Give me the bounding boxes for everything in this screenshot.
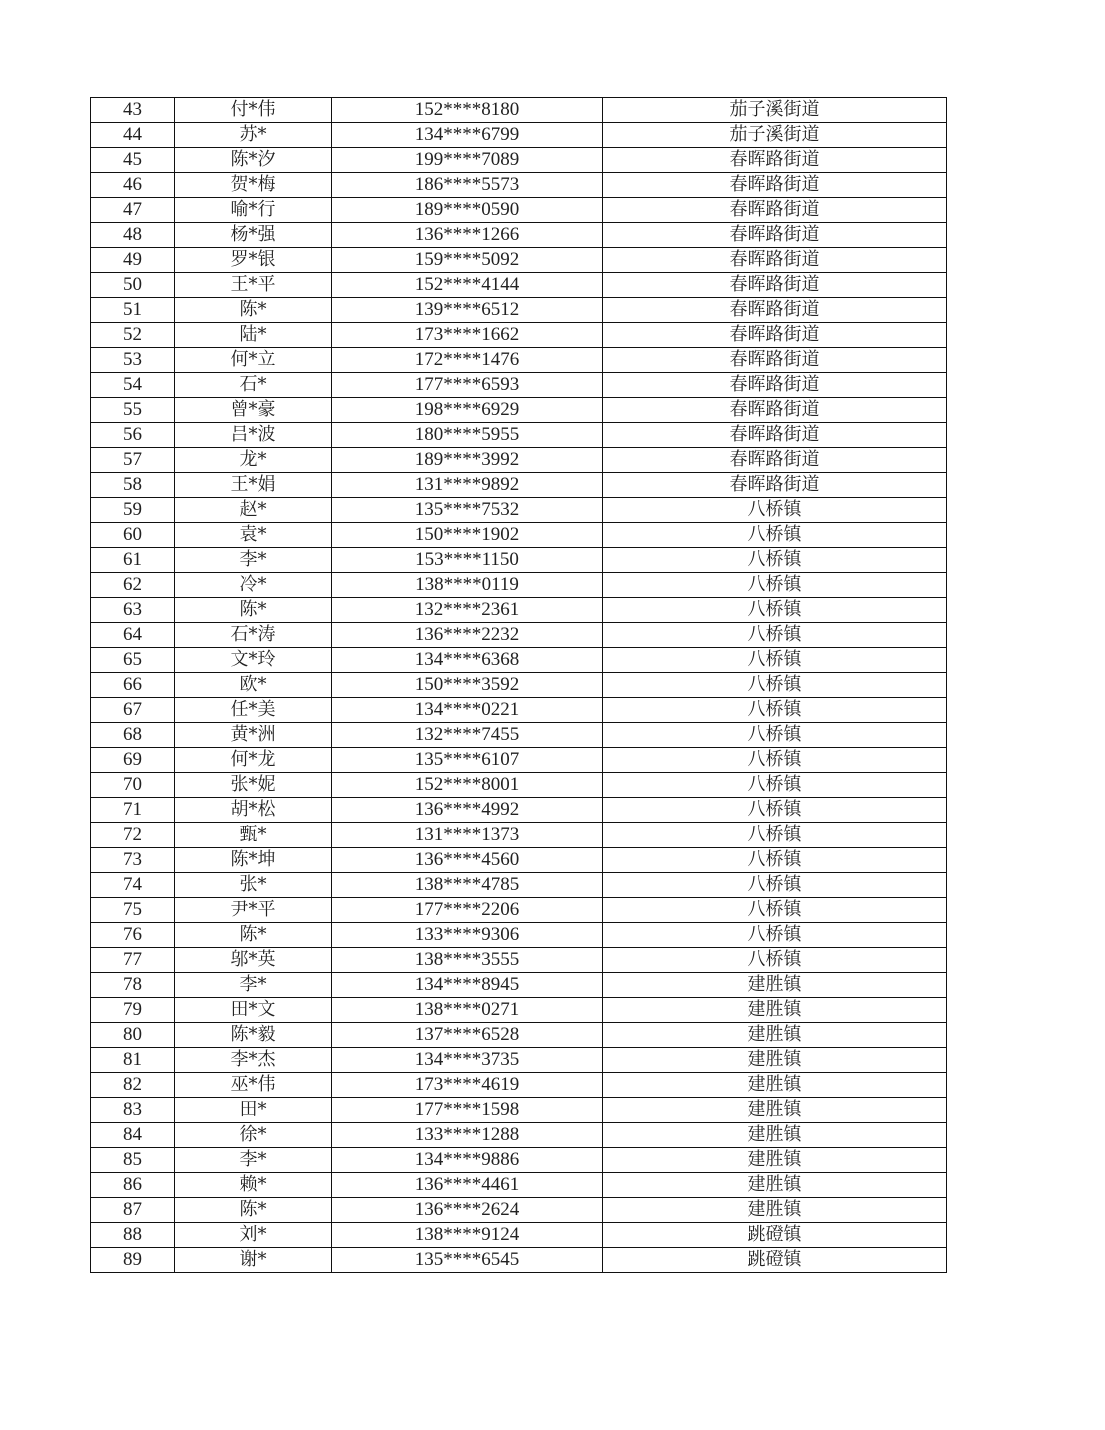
phone-cell: 136****2624 bbox=[332, 1198, 603, 1223]
table-row bbox=[91, 1198, 947, 1223]
row-number-cell: 55 bbox=[91, 398, 175, 423]
table-row bbox=[91, 673, 947, 698]
phone-cell: 134****9886 bbox=[332, 1148, 603, 1173]
row-number-cell: 81 bbox=[91, 1048, 175, 1073]
table-row bbox=[91, 723, 947, 748]
name-cell: 谢* bbox=[175, 1248, 332, 1273]
phone-cell: 152****8001 bbox=[332, 773, 603, 798]
row-number-cell: 87 bbox=[91, 1198, 175, 1223]
row-number-cell: 86 bbox=[91, 1173, 175, 1198]
row-number-cell: 64 bbox=[91, 623, 175, 648]
area-cell: 八桥镇 bbox=[603, 698, 947, 723]
row-number-cell: 50 bbox=[91, 273, 175, 298]
table-row bbox=[91, 473, 947, 498]
table-row bbox=[91, 1248, 947, 1273]
name-cell: 王*平 bbox=[175, 273, 332, 298]
row-number-cell: 84 bbox=[91, 1123, 175, 1148]
area-cell: 建胜镇 bbox=[603, 1173, 947, 1198]
row-number-cell: 65 bbox=[91, 648, 175, 673]
name-cell: 巫*伟 bbox=[175, 1073, 332, 1098]
name-cell: 刘* bbox=[175, 1223, 332, 1248]
phone-cell: 172****1476 bbox=[332, 348, 603, 373]
row-number-cell: 73 bbox=[91, 848, 175, 873]
table-row bbox=[91, 1048, 947, 1073]
area-cell: 八桥镇 bbox=[603, 748, 947, 773]
phone-cell: 173****4619 bbox=[332, 1073, 603, 1098]
area-cell: 春晖路街道 bbox=[603, 323, 947, 348]
row-number-cell: 88 bbox=[91, 1223, 175, 1248]
name-cell: 王*娟 bbox=[175, 473, 332, 498]
area-cell: 春晖路街道 bbox=[603, 223, 947, 248]
phone-cell: 150****1902 bbox=[332, 523, 603, 548]
name-cell: 赖* bbox=[175, 1173, 332, 1198]
phone-cell: 132****2361 bbox=[332, 598, 603, 623]
table-row bbox=[91, 1023, 947, 1048]
name-cell: 尹*平 bbox=[175, 898, 332, 923]
phone-cell: 198****6929 bbox=[332, 398, 603, 423]
phone-cell: 139****6512 bbox=[332, 298, 603, 323]
name-cell: 邬*英 bbox=[175, 948, 332, 973]
phone-cell: 133****9306 bbox=[332, 923, 603, 948]
phone-cell: 138****3555 bbox=[332, 948, 603, 973]
table-row bbox=[91, 523, 947, 548]
area-cell: 茄子溪街道 bbox=[603, 98, 947, 123]
row-number-cell: 72 bbox=[91, 823, 175, 848]
name-cell: 李* bbox=[175, 548, 332, 573]
phone-cell: 136****2232 bbox=[332, 623, 603, 648]
table-row bbox=[91, 973, 947, 998]
row-number-cell: 52 bbox=[91, 323, 175, 348]
row-number-cell: 53 bbox=[91, 348, 175, 373]
phone-cell: 134****6799 bbox=[332, 123, 603, 148]
table-row bbox=[91, 348, 947, 373]
row-number-cell: 49 bbox=[91, 248, 175, 273]
name-cell: 袁* bbox=[175, 523, 332, 548]
table-row bbox=[91, 898, 947, 923]
row-number-cell: 47 bbox=[91, 198, 175, 223]
table-row bbox=[91, 948, 947, 973]
area-cell: 建胜镇 bbox=[603, 1123, 947, 1148]
table-row bbox=[91, 223, 947, 248]
table-row bbox=[91, 573, 947, 598]
name-cell: 曾*豪 bbox=[175, 398, 332, 423]
table-row bbox=[91, 823, 947, 848]
row-number-cell: 62 bbox=[91, 573, 175, 598]
roster-table-body bbox=[91, 98, 947, 1273]
phone-cell: 131****1373 bbox=[332, 823, 603, 848]
area-cell: 八桥镇 bbox=[603, 873, 947, 898]
table-row bbox=[91, 123, 947, 148]
name-cell: 龙* bbox=[175, 448, 332, 473]
phone-cell: 136****4560 bbox=[332, 848, 603, 873]
phone-cell: 180****5955 bbox=[332, 423, 603, 448]
area-cell: 建胜镇 bbox=[603, 998, 947, 1023]
row-number-cell: 78 bbox=[91, 973, 175, 998]
name-cell: 陆* bbox=[175, 323, 332, 348]
table-row bbox=[91, 198, 947, 223]
row-number-cell: 66 bbox=[91, 673, 175, 698]
area-cell: 茄子溪街道 bbox=[603, 123, 947, 148]
name-cell: 罗*银 bbox=[175, 248, 332, 273]
table-row bbox=[91, 173, 947, 198]
name-cell: 胡*松 bbox=[175, 798, 332, 823]
name-cell: 黄*洲 bbox=[175, 723, 332, 748]
row-number-cell: 74 bbox=[91, 873, 175, 898]
name-cell: 陈*坤 bbox=[175, 848, 332, 873]
row-number-cell: 58 bbox=[91, 473, 175, 498]
phone-cell: 177****6593 bbox=[332, 373, 603, 398]
row-number-cell: 57 bbox=[91, 448, 175, 473]
phone-cell: 134****6368 bbox=[332, 648, 603, 673]
area-cell: 春晖路街道 bbox=[603, 248, 947, 273]
name-cell: 陈* bbox=[175, 923, 332, 948]
table-row bbox=[91, 848, 947, 873]
name-cell: 苏* bbox=[175, 123, 332, 148]
row-number-cell: 43 bbox=[91, 98, 175, 123]
name-cell: 石*涛 bbox=[175, 623, 332, 648]
name-cell: 徐* bbox=[175, 1123, 332, 1148]
phone-cell: 138****9124 bbox=[332, 1223, 603, 1248]
area-cell: 建胜镇 bbox=[603, 1198, 947, 1223]
area-cell: 八桥镇 bbox=[603, 848, 947, 873]
phone-cell: 138****4785 bbox=[332, 873, 603, 898]
area-cell: 跳磴镇 bbox=[603, 1223, 947, 1248]
row-number-cell: 79 bbox=[91, 998, 175, 1023]
name-cell: 陈*毅 bbox=[175, 1023, 332, 1048]
row-number-cell: 54 bbox=[91, 373, 175, 398]
table-row bbox=[91, 373, 947, 398]
area-cell: 春晖路街道 bbox=[603, 448, 947, 473]
name-cell: 欧* bbox=[175, 673, 332, 698]
table-row bbox=[91, 923, 947, 948]
table-row bbox=[91, 148, 947, 173]
table-row bbox=[91, 398, 947, 423]
name-cell: 甄* bbox=[175, 823, 332, 848]
phone-cell: 134****0221 bbox=[332, 698, 603, 723]
name-cell: 杨*强 bbox=[175, 223, 332, 248]
phone-cell: 136****1266 bbox=[332, 223, 603, 248]
area-cell: 八桥镇 bbox=[603, 648, 947, 673]
area-cell: 春晖路街道 bbox=[603, 373, 947, 398]
name-cell: 何*立 bbox=[175, 348, 332, 373]
area-cell: 八桥镇 bbox=[603, 498, 947, 523]
row-number-cell: 71 bbox=[91, 798, 175, 823]
table-row bbox=[91, 748, 947, 773]
phone-cell: 153****1150 bbox=[332, 548, 603, 573]
table-row bbox=[91, 1223, 947, 1248]
roster-table bbox=[90, 97, 947, 1273]
table-row bbox=[91, 498, 947, 523]
row-number-cell: 83 bbox=[91, 1098, 175, 1123]
name-cell: 陈*汐 bbox=[175, 148, 332, 173]
area-cell: 建胜镇 bbox=[603, 1148, 947, 1173]
phone-cell: 186****5573 bbox=[332, 173, 603, 198]
area-cell: 八桥镇 bbox=[603, 523, 947, 548]
row-number-cell: 45 bbox=[91, 148, 175, 173]
area-cell: 春晖路街道 bbox=[603, 473, 947, 498]
row-number-cell: 44 bbox=[91, 123, 175, 148]
phone-cell: 131****9892 bbox=[332, 473, 603, 498]
name-cell: 李* bbox=[175, 1148, 332, 1173]
row-number-cell: 85 bbox=[91, 1148, 175, 1173]
area-cell: 八桥镇 bbox=[603, 773, 947, 798]
table-row bbox=[91, 1123, 947, 1148]
name-cell: 付*伟 bbox=[175, 98, 332, 123]
row-number-cell: 51 bbox=[91, 298, 175, 323]
phone-cell: 177****2206 bbox=[332, 898, 603, 923]
table-row bbox=[91, 423, 947, 448]
area-cell: 八桥镇 bbox=[603, 723, 947, 748]
area-cell: 八桥镇 bbox=[603, 798, 947, 823]
row-number-cell: 56 bbox=[91, 423, 175, 448]
name-cell: 冷* bbox=[175, 573, 332, 598]
area-cell: 春晖路街道 bbox=[603, 173, 947, 198]
name-cell: 何*龙 bbox=[175, 748, 332, 773]
table-row bbox=[91, 648, 947, 673]
table-row bbox=[91, 1148, 947, 1173]
row-number-cell: 69 bbox=[91, 748, 175, 773]
area-cell: 春晖路街道 bbox=[603, 423, 947, 448]
name-cell: 喻*行 bbox=[175, 198, 332, 223]
table-row bbox=[91, 248, 947, 273]
area-cell: 建胜镇 bbox=[603, 973, 947, 998]
phone-cell: 133****1288 bbox=[332, 1123, 603, 1148]
area-cell: 八桥镇 bbox=[603, 548, 947, 573]
area-cell: 建胜镇 bbox=[603, 1073, 947, 1098]
phone-cell: 138****0271 bbox=[332, 998, 603, 1023]
name-cell: 石* bbox=[175, 373, 332, 398]
table-row bbox=[91, 448, 947, 473]
area-cell: 春晖路街道 bbox=[603, 348, 947, 373]
phone-cell: 150****3592 bbox=[332, 673, 603, 698]
row-number-cell: 75 bbox=[91, 898, 175, 923]
area-cell: 建胜镇 bbox=[603, 1098, 947, 1123]
area-cell: 八桥镇 bbox=[603, 823, 947, 848]
table-row bbox=[91, 323, 947, 348]
phone-cell: 173****1662 bbox=[332, 323, 603, 348]
row-number-cell: 63 bbox=[91, 598, 175, 623]
phone-cell: 189****0590 bbox=[332, 198, 603, 223]
table-row bbox=[91, 798, 947, 823]
phone-cell: 135****6107 bbox=[332, 748, 603, 773]
row-number-cell: 59 bbox=[91, 498, 175, 523]
name-cell: 赵* bbox=[175, 498, 332, 523]
row-number-cell: 68 bbox=[91, 723, 175, 748]
name-cell: 田* bbox=[175, 1098, 332, 1123]
row-number-cell: 89 bbox=[91, 1248, 175, 1273]
area-cell: 八桥镇 bbox=[603, 598, 947, 623]
name-cell: 李* bbox=[175, 973, 332, 998]
row-number-cell: 46 bbox=[91, 173, 175, 198]
phone-cell: 138****0119 bbox=[332, 573, 603, 598]
phone-cell: 152****8180 bbox=[332, 98, 603, 123]
name-cell: 田*文 bbox=[175, 998, 332, 1023]
table-row bbox=[91, 873, 947, 898]
phone-cell: 134****3735 bbox=[332, 1048, 603, 1073]
row-number-cell: 77 bbox=[91, 948, 175, 973]
name-cell: 陈* bbox=[175, 598, 332, 623]
name-cell: 陈* bbox=[175, 1198, 332, 1223]
name-cell: 李*杰 bbox=[175, 1048, 332, 1073]
table-row bbox=[91, 1073, 947, 1098]
phone-cell: 135****7532 bbox=[332, 498, 603, 523]
row-number-cell: 80 bbox=[91, 1023, 175, 1048]
area-cell: 建胜镇 bbox=[603, 1023, 947, 1048]
area-cell: 春晖路街道 bbox=[603, 148, 947, 173]
phone-cell: 136****4461 bbox=[332, 1173, 603, 1198]
name-cell: 张*妮 bbox=[175, 773, 332, 798]
name-cell: 贺*梅 bbox=[175, 173, 332, 198]
table-row bbox=[91, 98, 947, 123]
area-cell: 八桥镇 bbox=[603, 898, 947, 923]
area-cell: 八桥镇 bbox=[603, 673, 947, 698]
row-number-cell: 76 bbox=[91, 923, 175, 948]
table-row bbox=[91, 623, 947, 648]
area-cell: 八桥镇 bbox=[603, 623, 947, 648]
row-number-cell: 60 bbox=[91, 523, 175, 548]
phone-cell: 199****7089 bbox=[332, 148, 603, 173]
name-cell: 张* bbox=[175, 873, 332, 898]
row-number-cell: 48 bbox=[91, 223, 175, 248]
phone-cell: 134****8945 bbox=[332, 973, 603, 998]
phone-cell: 136****4992 bbox=[332, 798, 603, 823]
table-row bbox=[91, 598, 947, 623]
row-number-cell: 82 bbox=[91, 1073, 175, 1098]
table-row bbox=[91, 1173, 947, 1198]
name-cell: 吕*波 bbox=[175, 423, 332, 448]
table-row bbox=[91, 273, 947, 298]
area-cell: 建胜镇 bbox=[603, 1048, 947, 1073]
area-cell: 春晖路街道 bbox=[603, 198, 947, 223]
table-row bbox=[91, 298, 947, 323]
row-number-cell: 70 bbox=[91, 773, 175, 798]
area-cell: 春晖路街道 bbox=[603, 398, 947, 423]
phone-cell: 135****6545 bbox=[332, 1248, 603, 1273]
area-cell: 春晖路街道 bbox=[603, 273, 947, 298]
area-cell: 八桥镇 bbox=[603, 948, 947, 973]
name-cell: 陈* bbox=[175, 298, 332, 323]
table-row bbox=[91, 1098, 947, 1123]
row-number-cell: 61 bbox=[91, 548, 175, 573]
area-cell: 八桥镇 bbox=[603, 573, 947, 598]
phone-cell: 137****6528 bbox=[332, 1023, 603, 1048]
table-row bbox=[91, 548, 947, 573]
area-cell: 跳磴镇 bbox=[603, 1248, 947, 1273]
name-cell: 文*玲 bbox=[175, 648, 332, 673]
phone-cell: 132****7455 bbox=[332, 723, 603, 748]
phone-cell: 177****1598 bbox=[332, 1098, 603, 1123]
table-row bbox=[91, 998, 947, 1023]
phone-cell: 189****3992 bbox=[332, 448, 603, 473]
row-number-cell: 67 bbox=[91, 698, 175, 723]
table-row bbox=[91, 698, 947, 723]
name-cell: 任*美 bbox=[175, 698, 332, 723]
phone-cell: 159****5092 bbox=[332, 248, 603, 273]
table-row bbox=[91, 773, 947, 798]
phone-cell: 152****4144 bbox=[332, 273, 603, 298]
area-cell: 八桥镇 bbox=[603, 923, 947, 948]
area-cell: 春晖路街道 bbox=[603, 298, 947, 323]
